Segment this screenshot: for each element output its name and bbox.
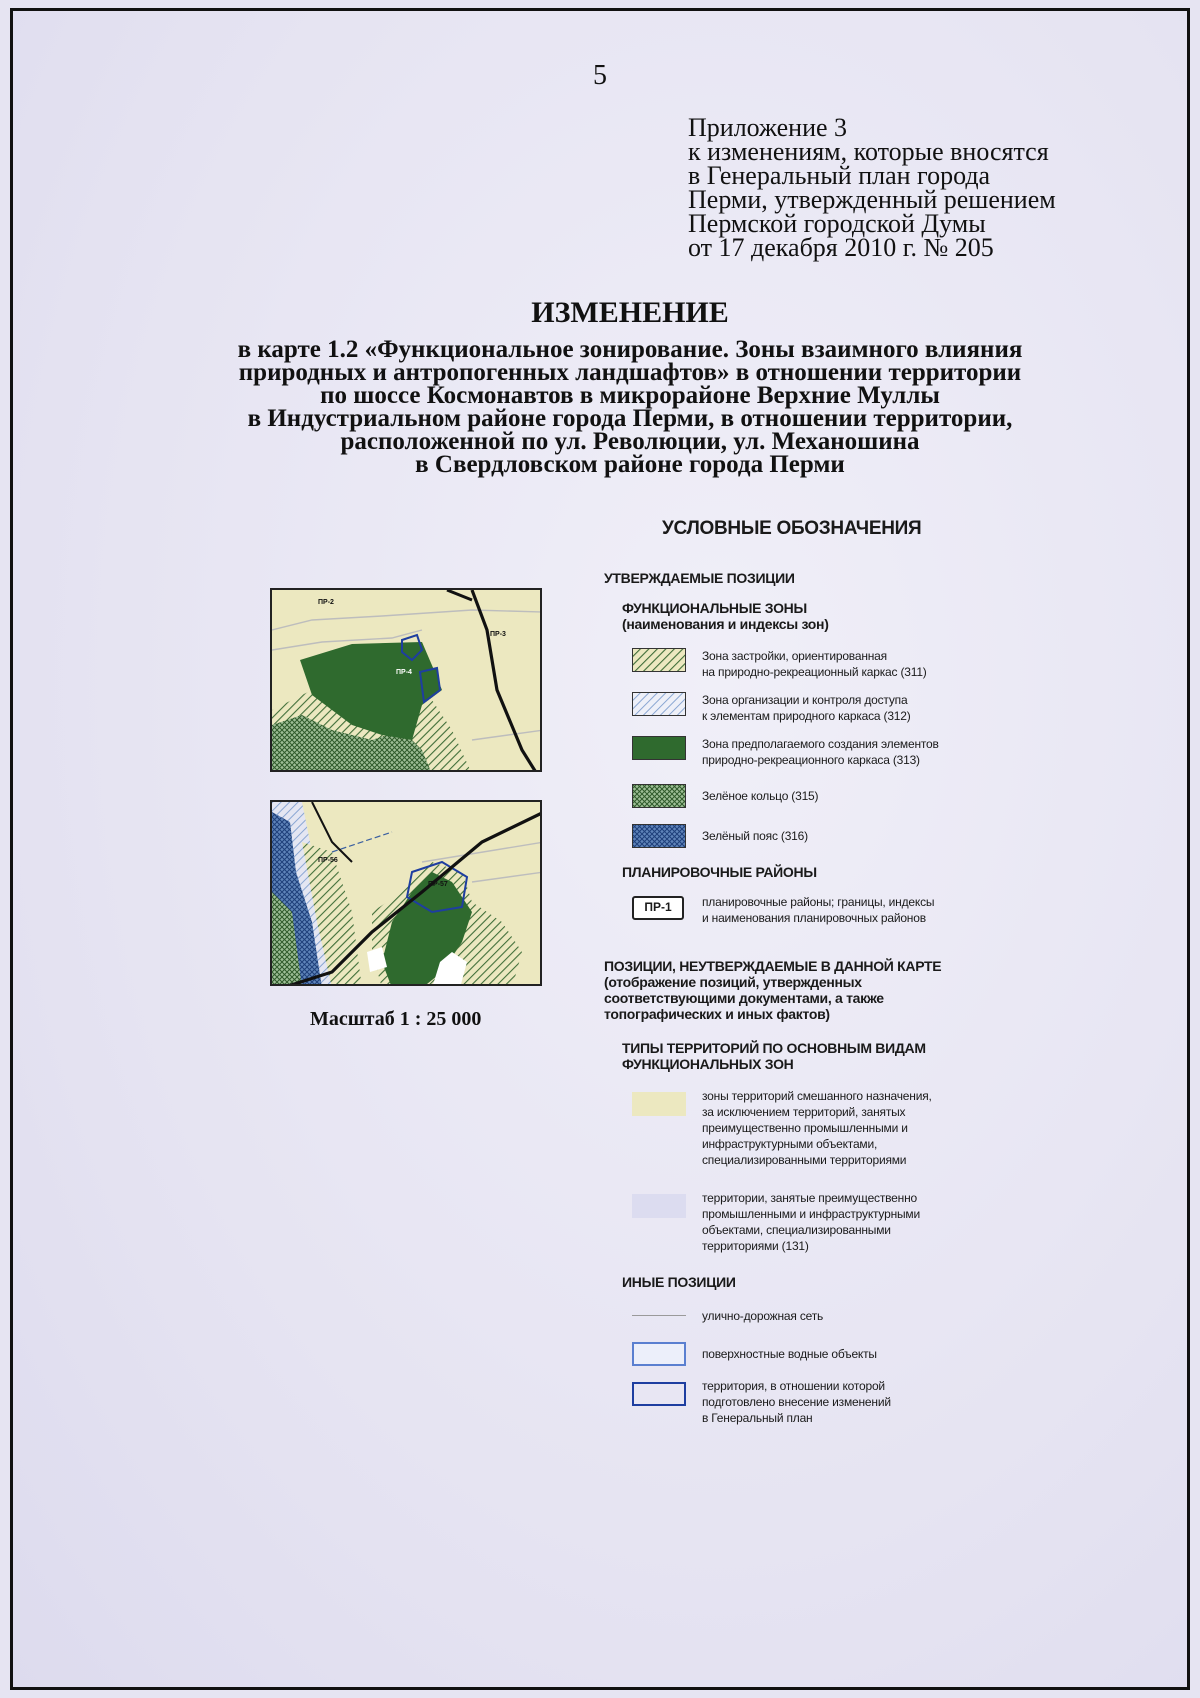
legend-item-text: и наименования планировочных районов: [702, 911, 926, 925]
legend-item-text: в Генеральный план: [702, 1411, 813, 1425]
legend-item-text: зоны территорий смешанного назначения,: [702, 1089, 932, 1103]
subtitle-line: в Свердловском районе города Перми: [415, 451, 845, 478]
appendix-line: Перми, утвержденный решением: [688, 185, 1056, 214]
legend-title: УСЛОВНЫЕ ОБОЗНАЧЕНИЯ: [662, 518, 922, 539]
map-scale: Масштаб 1 : 25 000: [310, 1008, 482, 1030]
document-title: ИЗМЕНЕНИЕ: [531, 296, 729, 329]
subtitle-line: в карте 1.2 «Функциональное зонирование. Зоны взаимного влияния: [237, 336, 1023, 363]
legend-unapproved-subheading: (отображение позиций, утвержденных: [604, 974, 862, 990]
legend-item-text: Зона предполагаемого создания элементов: [702, 737, 939, 751]
legend-approved-heading: УТВЕРЖДАЕМЫЕ ПОЗИЦИИ: [604, 570, 795, 586]
map-district-label: ПР-56: [318, 857, 338, 864]
appendix-line: к изменениям, которые вносятся: [688, 137, 1049, 166]
legend-item-text: природно-рекреационного каркаса (313): [702, 753, 920, 767]
appendix-line: Приложение 3: [688, 113, 848, 142]
legend-item-text: поверхностные водные объекты: [702, 1347, 877, 1361]
subtitle-line: расположенной по ул. Революции, ул. Механошина: [340, 428, 920, 455]
legend-swatch-mixed-use: [632, 1092, 686, 1116]
legend-item-text: за исключением территорий, занятых: [702, 1105, 906, 1119]
legend-item-text: на природно-рекреационный каркас (311): [702, 665, 927, 679]
legend-swatch-zone-311: [632, 648, 686, 672]
legend-item-text: Зона застройки, ориентированная: [702, 649, 887, 663]
legend-item-text: планировочные районы; границы, индексы: [702, 895, 935, 909]
legend-unapproved-heading: ПОЗИЦИИ, НЕУТВЕРЖДАЕМЫЕ В ДАННОЙ КАРТЕ: [604, 958, 942, 974]
map-fragment-2: [270, 800, 542, 986]
map-district-label: ПР-3: [490, 631, 506, 638]
legend-other-heading: ИНЫЕ ПОЗИЦИИ: [622, 1274, 736, 1290]
legend-unapproved-subheading: соответствующими документами, а также: [604, 990, 884, 1006]
appendix-line: от 17 декабря 2010 г. № 205: [688, 233, 994, 262]
legend-districts-heading: ПЛАНИРОВОЧНЫЕ РАЙОНЫ: [622, 864, 817, 880]
document-subtitle: [100, 338, 1160, 476]
legend-item-text: Зона организации и контроля доступа: [702, 693, 908, 707]
map-fragment-1: [270, 588, 542, 772]
legend-item-text: Зелёный пояс (316): [702, 829, 808, 843]
legend-item-text: промышленными и инфраструктурными: [702, 1207, 920, 1221]
legend-zones-heading: ФУНКЦИОНАЛЬНЫЕ ЗОНЫ: [622, 600, 807, 616]
map-district-label: ПР-2: [318, 599, 334, 606]
legend-swatch-zone-313: [632, 736, 686, 760]
appendix-line: в Генеральный план города: [688, 161, 991, 190]
map-2-drawing: [272, 802, 542, 986]
legend-types-heading: ТИПЫ ТЕРРИТОРИЙ ПО ОСНОВНЫМ ВИДАМ: [622, 1040, 926, 1056]
legend-swatch-change-boundary: [632, 1382, 686, 1406]
legend-item-text: преимущественно промышленными и: [702, 1121, 908, 1135]
legend-item-text: территориями (131): [702, 1239, 809, 1253]
legend-item-text: объектами, специализированными: [702, 1223, 891, 1237]
legend-item-text: подготовлено внесение изменений: [702, 1395, 891, 1409]
map-1-drawing: [272, 590, 542, 772]
legend-item-text: территории, занятые преимущественно: [702, 1191, 917, 1205]
legend-types-heading: ФУНКЦИОНАЛЬНЫХ ЗОН: [622, 1056, 794, 1072]
appendix-note: [688, 113, 1056, 262]
legend-item-text: специализированными территориями: [702, 1153, 907, 1167]
legend-item-text: к элементам природного каркаса (312): [702, 709, 911, 723]
legend-zones-subheading: (наименования и индексы зон): [622, 616, 829, 632]
legend-item-text: инфраструктурными объектами,: [702, 1137, 878, 1151]
legend-swatch-industrial: [632, 1194, 686, 1218]
legend-swatch-road-line: [632, 1315, 686, 1316]
legend-district-badge: ПР-1: [632, 896, 684, 920]
legend-swatch-water: [632, 1342, 686, 1366]
legend-unapproved-subheading: топографических и иных фактов): [604, 1006, 830, 1022]
subtitle-line: природных и антропогенных ландшафтов» в отношении территории: [238, 359, 1022, 386]
map-district-label: ПР-57: [428, 881, 448, 888]
page-frame: [10, 8, 1190, 1690]
subtitle-line: в Индустриальном районе города Перми, в отношении территории,: [247, 405, 1013, 432]
subtitle-line: по шоссе Космонавтов в микрорайоне Верхние Муллы: [320, 382, 940, 409]
legend-item-text: территория, в отношении которой: [702, 1379, 885, 1393]
legend-swatch-zone-316: [632, 824, 686, 848]
legend-item-text: Зелёное кольцо (315): [702, 789, 819, 803]
map-district-label: ПР-4: [396, 669, 412, 676]
legend-swatch-zone-315: [632, 784, 686, 808]
legend-swatch-zone-312: [632, 692, 686, 716]
legend-item-text: улично-дорожная сеть: [702, 1309, 824, 1323]
page-number: 5: [593, 60, 607, 91]
appendix-line: Пермской городской Думы: [688, 209, 986, 238]
